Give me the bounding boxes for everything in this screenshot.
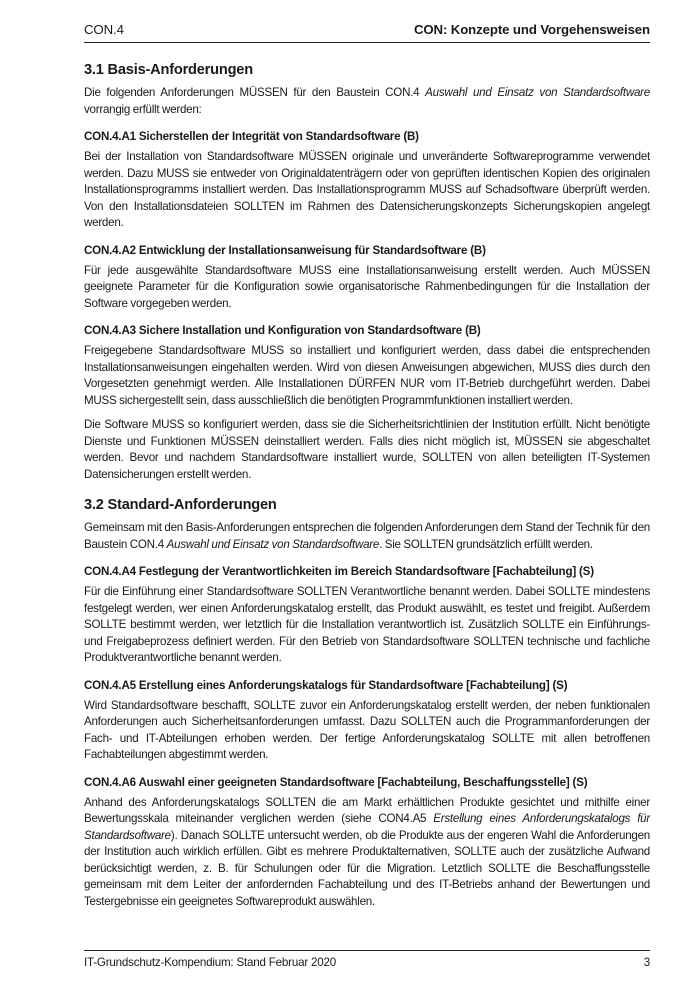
requirement-a1-title: CON.4.A1 Sicherstellen der Integrität von Standardsoftware (B) [84, 130, 419, 143]
page-number: 3 [643, 956, 650, 969]
page-header [84, 20, 650, 43]
requirement-a3-text-1: Freigegebene Standardsoftware MUSS so installiert und konfiguriert werden, dass dabei die entsprechenden Installationsanweisungen eingehalten werden. Wird von diesen Anweisungen abgewichen, MUSS dies durch den Vorgesetzten genehmigt werden. Alle Installationen DÜRFEN NUR vom IT-Betrieb durchgeführt werden. Dabei MUSS sichergestellt sein, dass ausschließlich die benötigten Programmfunktionen installiert werden. [84, 344, 650, 407]
requirement-a2-text: Für jede ausgewählte Standardsoftware MUSS eine Installationsanweisung erstellt werden. Auch MÜSSEN geeignete Parameter für die Konfiguration sowie organisatorische Rahmenbedingungen für die Installation der Software vorgegeben werden. [84, 263, 650, 310]
requirement-a5-title: CON.4.A5 Erstellung eines Anforderungskatalogs für Standardsoftware [Fachabteilung] (S) [84, 678, 568, 692]
requirement-a6-text: Anhand des Anforderungskatalogs SOLLTEN die am Markt erhältlichen Produkte gesichtet und mithilfe einer Bewertungsskala miteinander verglichen werden (siehe CON4.A5 Erstellung eines Anforderungskatalogs für Standardsoftware). Danach SOLLTE untersucht werden, ob die Produkte aus der engeren Wahl die Anforderungen der Institution auch wirklich erfüllen. Gibt es mehrere Produktalternativen, SOLLTE auch der zusätzliche Aufwand berücksichtigt werden, z. B. für Schulungen oder für die Migration. Letztlich SOLLTE die Beschaffungsstelle gemeinsam mit dem Leiter der anfordernden Fachabteilung und des IT-Betriebs anhand der Bewertungen und Testergebnisse ein geeignetes Softwareprodukt auswählen. [84, 795, 650, 908]
page-content [84, 62, 650, 918]
section-3-2-heading: 3.2 Standard-Anforderungen [84, 497, 277, 513]
header-chapter-title: CON: Konzepte und Vorgehensweisen [413, 22, 650, 37]
section-3-1-heading: 3.1 Basis-Anforderungen [84, 62, 253, 78]
requirement-a3-text-2: Die Software MUSS so konfiguriert werden, dass sie die Sicherheitsrichtlinien der Institution erfüllt. Nicht benötigte Dienste und Funktionen MÜSSEN deinstalliert werden. Falls dies nicht möglich ist, MÜSSEN sie abgeschaltet werden. Bevor und nachdem Standardsoftware installiert wurde, SOLLTEN von allen beteiligten IT-Systemen Datensicherungen erstellt werden. [84, 418, 650, 481]
requirement-a2-title: CON.4.A2 Entwicklung der Installationsanweisung für Standardsoftware (B) [84, 243, 486, 257]
page-footer [84, 950, 650, 971]
requirement-a3-title: CON.4.A3 Sichere Installation und Konfiguration von Standardsoftware (B) [84, 324, 481, 337]
section-3-2-intro: Gemeinsam mit den Basis-Anforderungen entsprechen die folgenden Anforderungen dem Stand der Technik für den Baustein CON.4 Auswahl und Einsatz von Standardsoftware. Sie SOLLTEN grundsätzlich erfüllt werden. [84, 521, 650, 551]
requirement-a6-title: CON.4.A6 Auswahl einer geeigneten Standardsoftware [Fachabteilung, Beschaffungsstelle] (S) [84, 775, 588, 789]
requirement-a5-text: Wird Standardsoftware beschafft, SOLLTE zuvor ein Anforderungskatalog erstellt werden, der neben funktionalen Anforderungen auch Sicherheitsanforderungen umfasst. Dazu SOLLTEN auch die Programmanforderungen der Fach- und IT-Abteilungen erhoben werden. Der fertige Anforderungskatalog SOLLTE mit allen betroffenen Fachabteilungen abgestimmt werden. [84, 698, 650, 761]
requirement-a4-text: Für die Einführung einer Standardsoftware SOLLTEN Verantwortliche benannt werden. Dabei SOLLTE mindestens festgelegt werden, wer einen Anforderungskatalog erstellt, das Produkt auswählt, es testet und freigibt. Außerdem SOLLTE bestimmt werden, wer letztlich für die Installation verantwortlich ist. Zusätzlich SOLLTE ein Einführungs- und Freigabeprozess definiert werden. Für den Betrieb von Standardsoftware SOLLTEN technische und fachliche Produktverantwortliche benannt werden. [84, 585, 650, 664]
section-3-1-intro: Die folgenden Anforderungen MÜSSEN für den Baustein CON.4 Auswahl und Einsatz von Standardsoftware vorrangig erfüllt werden: [84, 86, 650, 116]
footer-edition: IT-Grundschutz-Kompendium: Stand Februar 2020 [84, 956, 336, 969]
requirement-a1-text: Bei der Installation von Standardsoftware MÜSSEN originale und unveränderte Softwareprogramme verwendet werden. Dazu MUSS sie entweder von Originaldatenträgern oder von geprüften identischen Kopien des originalen Installationsprogramms installiert werden. Das Installationsprogramm MUSS auf Schadsoftware überprüft werden. Von den Installationsdateien SOLLTEN im Rahmen des Datensicherungskonzepts Sicherungskopien angelegt werden. [84, 150, 650, 229]
header-module-id: CON.4 [84, 22, 124, 37]
requirement-a4-title: CON.4.A4 Festlegung der Verantwortlichkeiten im Bereich Standardsoftware [Fachabteilung] (S) [84, 565, 594, 578]
